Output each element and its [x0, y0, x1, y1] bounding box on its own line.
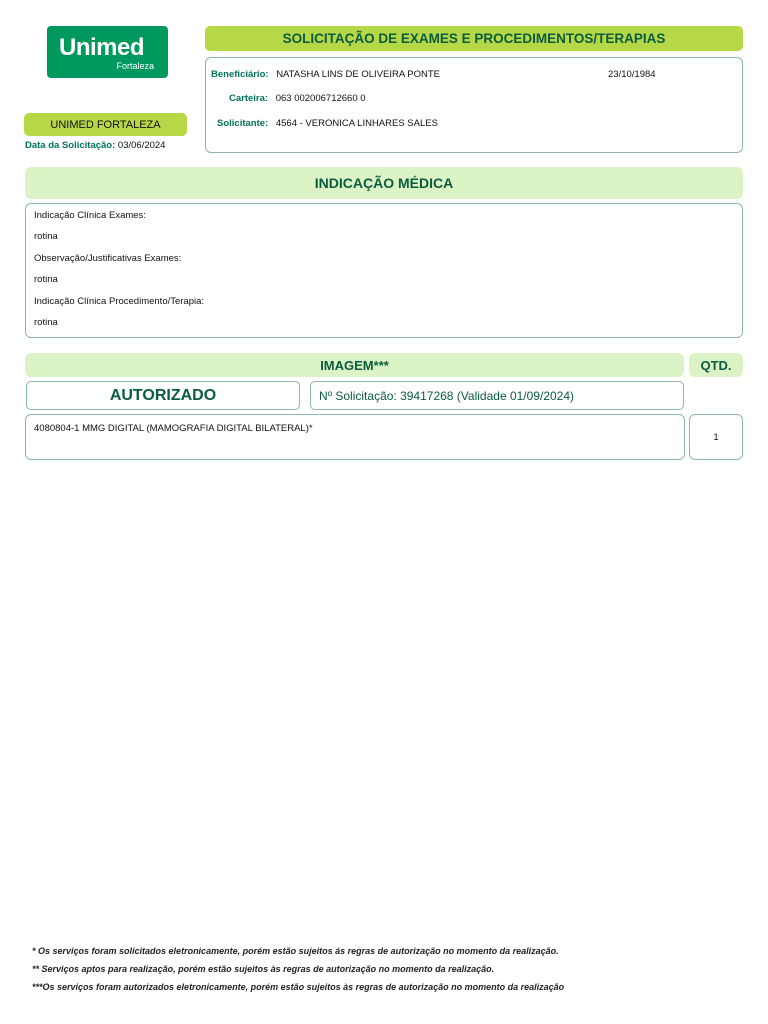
card-number: 063 002006712660 0	[275, 93, 366, 104]
request-date-value: 03/06/2024	[117, 140, 166, 151]
quantity-header: QTD.	[689, 353, 743, 377]
authorization-status: AUTORIZADO	[26, 381, 300, 410]
request-date-label: Data da Solicitação:	[25, 140, 116, 151]
indication-line: Observação/Justificativas Exames:	[34, 253, 182, 264]
procedure-item: 4080804-1 MMG DIGITAL (MAMOGRAFIA DIGITAL BILATERAL)*	[25, 414, 685, 460]
beneficiary-label: Beneficiário:	[211, 69, 269, 80]
card-row	[229, 93, 366, 104]
document-title: SOLICITAÇÃO DE EXAMES E PROCEDIMENTOS/TERAPIAS	[205, 26, 743, 51]
requester-label: Solicitante:	[217, 118, 269, 129]
procedure-quantity: 1	[689, 414, 743, 460]
footnote-1: * Os serviços foram solicitados eletronicamente, porém estão sujeitos ás regras de autorização no momento da realização.	[32, 946, 559, 956]
logo-city-text: Fortaleza	[116, 61, 154, 71]
requester-value: 4564 - VERONICA LINHARES SALES	[275, 118, 438, 129]
indication-line: rotina	[34, 274, 58, 285]
indication-line: Indicação Clínica Exames:	[34, 210, 146, 221]
beneficiary-row	[211, 69, 440, 80]
footnote-2: ** Serviços aptos para realização, porém estão sujeitos às regras de autorização no momento da realização.	[32, 964, 495, 974]
indication-box	[25, 203, 743, 338]
requester-row	[217, 118, 438, 129]
beneficiary-info-box	[205, 57, 743, 153]
operator-badge: UNIMED FORTALEZA	[24, 113, 187, 136]
indication-line: rotina	[34, 317, 58, 328]
indication-line: Indicação Clínica Procedimento/Terapia:	[34, 296, 205, 307]
beneficiary-name: NATASHA LINS DE OLIVEIRA PONTE	[276, 69, 441, 80]
request-number: Nº Solicitação: 39417268 (Validade 01/09/2024)	[310, 381, 684, 410]
beneficiary-birth-date: 23/10/1984	[608, 69, 656, 80]
footnote-3: ***Os serviços foram autorizados eletronicamente, porém estão sujeitos às regras de autorização no momento da realização	[32, 982, 565, 992]
request-date	[25, 140, 165, 151]
indication-header: INDICAÇÃO MÉDICA	[25, 167, 743, 199]
logo-brand-text: Unimed	[59, 34, 145, 61]
indication-line: rotina	[34, 231, 58, 242]
unimed-logo	[47, 26, 168, 78]
card-label: Carteira:	[229, 93, 269, 104]
image-section-header: IMAGEM***	[25, 353, 684, 377]
